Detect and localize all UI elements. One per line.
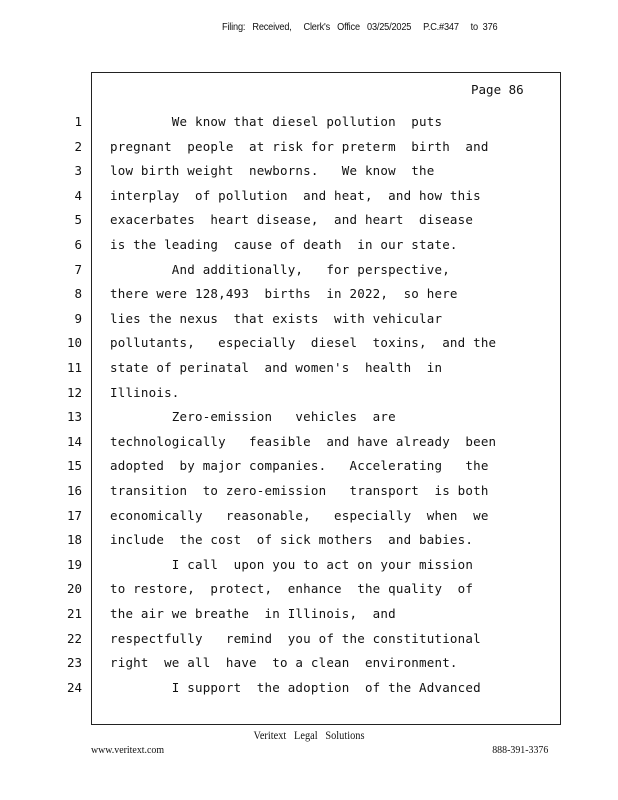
footer-phone: 888-391-3376 <box>491 744 548 756</box>
line-number: 1 <box>74 114 82 129</box>
transcript-line-text: I support the adoption of the Advanced <box>110 680 481 695</box>
line-number: 14 <box>66 434 82 449</box>
line-number: 13 <box>66 409 82 424</box>
transcript-line-text: transition to zero-emission transport is both <box>110 483 489 498</box>
line-number: 24 <box>66 680 82 695</box>
transcript-line-text: lies the nexus that exists with vehicular <box>110 311 443 326</box>
line-number: 8 <box>74 286 82 301</box>
transcript-line-text: the air we breathe in Illinois, and <box>110 606 396 621</box>
transcript-line-text: is the leading cause of death in our state. <box>110 237 458 252</box>
page-number: Page 86 <box>471 82 524 97</box>
transcript-line-text: pollutants, especially diesel toxins, and the <box>110 335 497 350</box>
footer-company: Veritext Legal Solutions <box>253 730 365 742</box>
line-number: 2 <box>74 139 82 154</box>
transcript-line-text: economically reasonable, especially when we <box>110 508 489 523</box>
transcript-line-text: state of perinatal and women's health in <box>110 360 443 375</box>
transcript-line-text: And additionally, for perspective, <box>110 262 450 277</box>
transcript-line-text: pregnant people at risk for preterm birth and <box>110 139 489 154</box>
transcript-line-text: to restore, protect, enhance the quality of <box>110 581 474 596</box>
transcript-line-text: Zero-emission vehicles are <box>110 409 396 424</box>
transcript-line-text: there were 128,493 births in 2022, so here <box>110 286 458 301</box>
transcript-line-text: right we all have to a clean environment. <box>110 655 458 670</box>
line-number: 16 <box>66 483 82 498</box>
filing-stamp: Filing: Received, Clerk's Office 03/25/2025 P.C.#347 to 376 <box>222 22 498 33</box>
line-number: 21 <box>66 606 82 621</box>
transcript-line-text: respectfully remind you of the constitutional <box>110 631 481 646</box>
footer-website: www.veritext.com <box>91 744 165 756</box>
transcript-line-text: interplay of pollution and heat, and how this <box>110 188 481 203</box>
line-number: 4 <box>74 188 82 203</box>
line-number: 9 <box>74 311 82 326</box>
transcript-line-text: low birth weight newborns. We know the <box>110 163 435 178</box>
line-number: 18 <box>66 532 82 547</box>
transcript-line-text: adopted by major companies. Accelerating the <box>110 458 489 473</box>
line-number: 19 <box>66 557 82 572</box>
line-number: 23 <box>66 655 82 670</box>
transcript-line-text: We know that diesel pollution puts <box>110 114 443 129</box>
line-number: 11 <box>66 360 82 375</box>
line-number: 10 <box>66 335 82 350</box>
line-number: 15 <box>66 458 82 473</box>
line-number: 12 <box>66 385 82 400</box>
line-number: 20 <box>66 581 82 596</box>
line-number: 7 <box>74 262 82 277</box>
line-number: 17 <box>66 508 82 523</box>
line-number: 6 <box>74 237 82 252</box>
transcript-line-text: I call upon you to act on your mission <box>110 557 474 572</box>
transcript-line-text: Illinois. <box>110 385 180 400</box>
line-number: 5 <box>74 212 82 227</box>
line-number: 3 <box>74 163 82 178</box>
transcript-line-text: technologically feasible and have already been <box>110 434 497 449</box>
transcript-line-text: exacerbates heart disease, and heart disease <box>110 212 474 227</box>
transcript-line-text: include the cost of sick mothers and babies. <box>110 532 474 547</box>
line-number: 22 <box>66 631 82 646</box>
